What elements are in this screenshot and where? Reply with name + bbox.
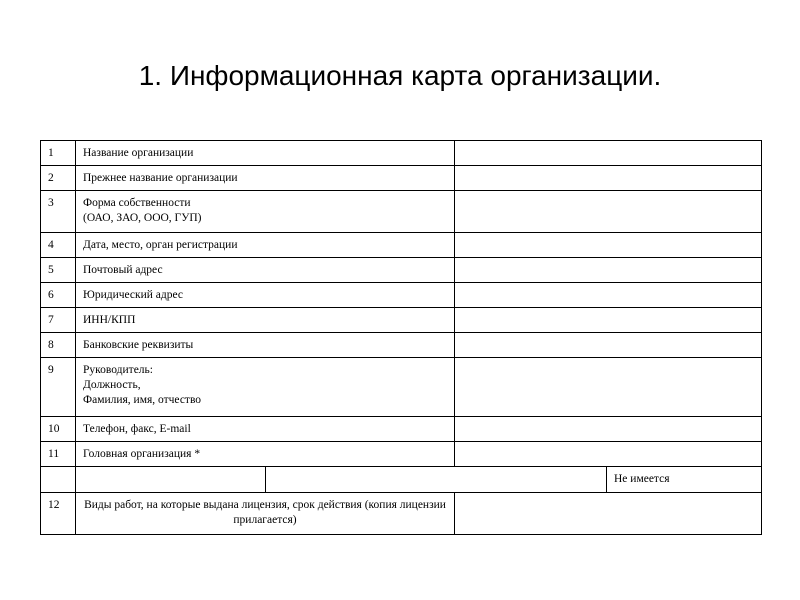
table-row <box>41 308 762 333</box>
row-value-cell[interactable] <box>455 308 762 333</box>
row-label: Виды работ, на которые выдана лицензия, срок действия (копия лицензии прилагается) <box>76 493 455 535</box>
table-row-split <box>41 467 762 493</box>
split-cell-a[interactable] <box>76 467 266 493</box>
split-cell-b[interactable] <box>266 467 607 493</box>
organization-info-table <box>40 140 762 535</box>
row-value-cell[interactable] <box>455 191 762 233</box>
row-number: 9 <box>41 358 76 417</box>
row-value-cell[interactable] <box>455 417 762 442</box>
row-label: Банковские реквизиты <box>76 333 455 358</box>
row-label: Название организации <box>76 141 455 166</box>
row-number: 5 <box>41 258 76 283</box>
row-label: Головная организация * <box>76 442 455 467</box>
row-number: 6 <box>41 283 76 308</box>
row-number: 4 <box>41 233 76 258</box>
split-cell-status: Не имеется <box>607 467 762 493</box>
row-number: 12 <box>41 493 76 535</box>
table-row <box>41 442 762 467</box>
table-row <box>41 358 762 417</box>
row-label: ИНН/КПП <box>76 308 455 333</box>
row-value-cell[interactable] <box>455 493 762 535</box>
row-label: Дата, место, орган регистрации <box>76 233 455 258</box>
row-label: Почтовый адрес <box>76 258 455 283</box>
row-value-cell[interactable] <box>455 233 762 258</box>
row-number: 3 <box>41 191 76 233</box>
table-row <box>41 141 762 166</box>
row-value-cell[interactable] <box>455 442 762 467</box>
table-row <box>41 283 762 308</box>
table-row <box>41 493 762 535</box>
row-label: Телефон, факс, E-mail <box>76 417 455 442</box>
row-value-cell[interactable] <box>455 141 762 166</box>
table-row <box>41 191 762 233</box>
table-row <box>41 233 762 258</box>
table-row <box>41 166 762 191</box>
row-label: Руководитель: Должность, Фамилия, имя, отчество <box>76 358 455 417</box>
row-number: 7 <box>41 308 76 333</box>
row-value-cell[interactable] <box>455 333 762 358</box>
row-label: Форма собственности (ОАО, ЗАО, ООО, ГУП) <box>76 191 455 233</box>
row-value-cell[interactable] <box>455 283 762 308</box>
row-value-cell[interactable] <box>455 166 762 191</box>
table-row <box>41 417 762 442</box>
row-number <box>41 467 76 493</box>
row-label: Юридический адрес <box>76 283 455 308</box>
row-number: 2 <box>41 166 76 191</box>
table-row <box>41 258 762 283</box>
row-value-cell[interactable] <box>455 358 762 417</box>
page-title: 1. Информационная карта организации. <box>138 60 662 91</box>
row-number: 8 <box>41 333 76 358</box>
row-value-cell[interactable] <box>455 258 762 283</box>
row-number: 1 <box>41 141 76 166</box>
row-number: 10 <box>41 417 76 442</box>
table-row <box>41 333 762 358</box>
row-number: 11 <box>41 442 76 467</box>
row-label: Прежнее название организации <box>76 166 455 191</box>
